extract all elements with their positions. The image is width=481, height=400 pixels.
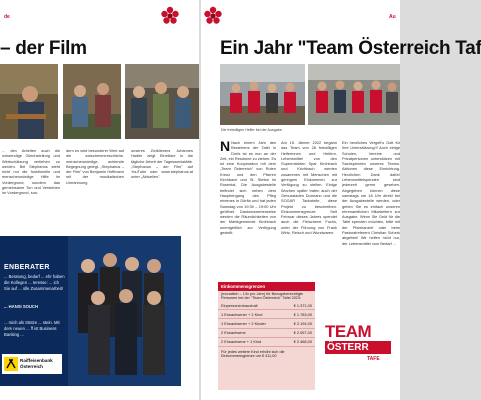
ad-text-1: ... Beratung, bedarf ... ehr haben die Kollegen ... teresse: ... ich Sie auf ... olle Zusammenarbeit! bbox=[4, 274, 65, 291]
right-column-1 bbox=[220, 140, 276, 280]
left-column-2: dern es wird besonderer Wert auf die zwischenmenschliche, menschenwürdige, achtende Begegnung gelegt. „Stephanus – der Film" von Benjamin Hoffmann mit der musikalischen Umrahmung bbox=[66, 148, 124, 185]
photo-caption: Die freiwilligen Helfer bei der Ausgabe. bbox=[221, 128, 283, 132]
income-limit-label: 2 Erwachsene bbox=[221, 330, 246, 336]
right-column-3: Ein herzliches Vergelt's Gott für Ihre Unterstützung!!! Auch einige Schulen, Vereine und Privatpersonen unterstützen mit Sachspenden unseres Teams. Aktionen diese Einrichtung. Herzlichen Dank dafür! Lebensmittelspenden sind jederzeit gerne gesehen. Abgegeben können diese samstags um 18 Uhr direkt bei der Ausgabestelle werden, oder geben Sie es einfach unseren ehrenamtlichen Mitarbeitern zur Ausgabe. Wenn Sie Geld für die Tafel spenden möchten, bitte mit der Pfarrkanzlei oder beim Pastoralreferent Christian Scherk abgeben! Wir helfen nicht nur, der Lebensmittel vom Bedarf ... bbox=[342, 140, 400, 246]
income-limit-value: € 1.783,00 bbox=[293, 311, 312, 317]
ad-text-2: ... HANSI SOUCH bbox=[4, 304, 38, 309]
team-oesterreich-tafel-logo bbox=[325, 322, 387, 376]
left-column-3: unseres Zivildieners Johannes Hadler zeigt Einblicke in die tägliche Arbeit der Tageswerkstätte. „Stephanus – der Film" auf YouTube oder www.stephanus.at unter „Aktuelles". bbox=[131, 148, 193, 180]
photo-group-left bbox=[63, 64, 121, 139]
right-header-text: Au bbox=[389, 14, 396, 20]
logo-line-3: TAFE bbox=[367, 356, 380, 362]
income-limits-intro: (monatlich – 13x pro Jahr) für Bezugsberechtigte Personen bei der "Team Österreich" Tafel 2023: bbox=[221, 292, 304, 300]
income-limit-label: 2 Erwachsene + 1 Kind bbox=[221, 339, 262, 345]
income-limits-box bbox=[218, 282, 315, 390]
right-page bbox=[201, 0, 481, 400]
left-page bbox=[0, 0, 199, 400]
right-article-text bbox=[201, 140, 400, 280]
left-column-1: ... den Arbeiten auch die notwendige Gleichstellung und Wertschätzung verliehen zu werden. Bei Stephanus steht nicht nur die funktionelle und menschenwürdige Hilfe im Vordergrund, sondern das gemeinsame Tun und Verstehen im Vordergrund, son- bbox=[2, 148, 60, 196]
income-limit-label: 1 Erwachsener + 1 Kind bbox=[221, 311, 263, 317]
income-limit-value: € 2.057,00 bbox=[293, 330, 312, 336]
logo-line-2: ÖSTERR bbox=[325, 341, 391, 354]
drop-cap: N bbox=[220, 138, 231, 154]
income-limits-table bbox=[218, 301, 315, 347]
photo-musician bbox=[0, 64, 58, 139]
ad-title: ENBERATER bbox=[4, 264, 50, 271]
ad-text-3: ... mich als Stütze ... stein. Mit dem neuen ... ff ist Business Banking ... bbox=[4, 320, 60, 337]
income-limits-heading: Einkommensgrenzen bbox=[218, 282, 315, 291]
photo-group-right bbox=[125, 64, 199, 139]
photo-volunteers-right bbox=[308, 64, 400, 125]
income-limit-value: € 2.194,00 bbox=[293, 320, 312, 326]
raiffeisen-gable-icon bbox=[4, 357, 18, 371]
left-article-text bbox=[0, 148, 199, 196]
flower-logo-icon bbox=[203, 6, 223, 26]
bank-name: Raiffeisenbank Österreich bbox=[20, 358, 53, 369]
logo-line-1: TEAM bbox=[325, 322, 372, 341]
income-limit-label: Einpersonenhaushalt bbox=[221, 302, 258, 308]
flower-logo-icon bbox=[160, 6, 180, 26]
bank-advertisement bbox=[0, 236, 181, 386]
right-column-2: Am 15. Jänner 2022 begann das Team von 28 freiwilligen Helferinnen und Helfern. Lebensmittel von den Supermärkten Spar Kirchbach und Kirchbach werden zusammen mit Menschen mit geringem Einkommen zur Verfügung zu stellen. Einige Wochen später trafen auch der Genussladen Dormann und die SOGAR Tankstelle, diese Projekt zu beschreiben. Einkommensgrenze: Seit Februar dieses Jahres spendet auch die Fleischerei Fuchs, unter der Führung von Frank Wirtz, Reisch und Wurstwaren. bbox=[281, 140, 337, 236]
income-limits-footer: Für jedes weitere Kind erhöht sich die Einkommensgrenze um € 411,00 bbox=[221, 349, 285, 358]
income-limit-row bbox=[218, 338, 315, 347]
bank-logo bbox=[2, 354, 62, 374]
income-limit-row bbox=[218, 319, 315, 328]
right-column-1-text: Nach einem Jahr des Bestehens der Tafel in Dorfs ist es nun an der Zeit, ein Resümee zu ziehen. Es ist eine Kooperation mit dem „Team Österreich" von Roten Kreuz und den Pfarren Kirchbach und St. Stefan im Rosental. Die Ausgabestelle befindet sich neben dem Haupteingang des Pfleg​eheimes in Dörfla und hat jeden Samstag von 19:30 – 19:00 Uhr geöffnet. Dankenswerterweise werden die Räumlichkeiten von der Marktgemeinde Kirchbach unentgeltlich zur Verfügung gestellt. bbox=[220, 140, 277, 236]
photo-volunteers-left bbox=[220, 64, 305, 125]
right-page-title: Ein Jahr "Team Österreich Taf bbox=[220, 38, 481, 59]
income-limit-row bbox=[218, 329, 315, 338]
income-limit-row bbox=[218, 310, 315, 319]
income-limit-row bbox=[218, 301, 315, 310]
left-header-text: de bbox=[4, 14, 10, 20]
income-limit-value: € 2.468,00 bbox=[293, 339, 312, 345]
income-limit-label: 1 Erwachsener + 2 Kinder bbox=[221, 320, 266, 326]
left-page-title: – der Film bbox=[0, 38, 87, 59]
income-limit-value: € 1.371,00 bbox=[293, 302, 312, 308]
ad-people-photo bbox=[68, 236, 181, 386]
